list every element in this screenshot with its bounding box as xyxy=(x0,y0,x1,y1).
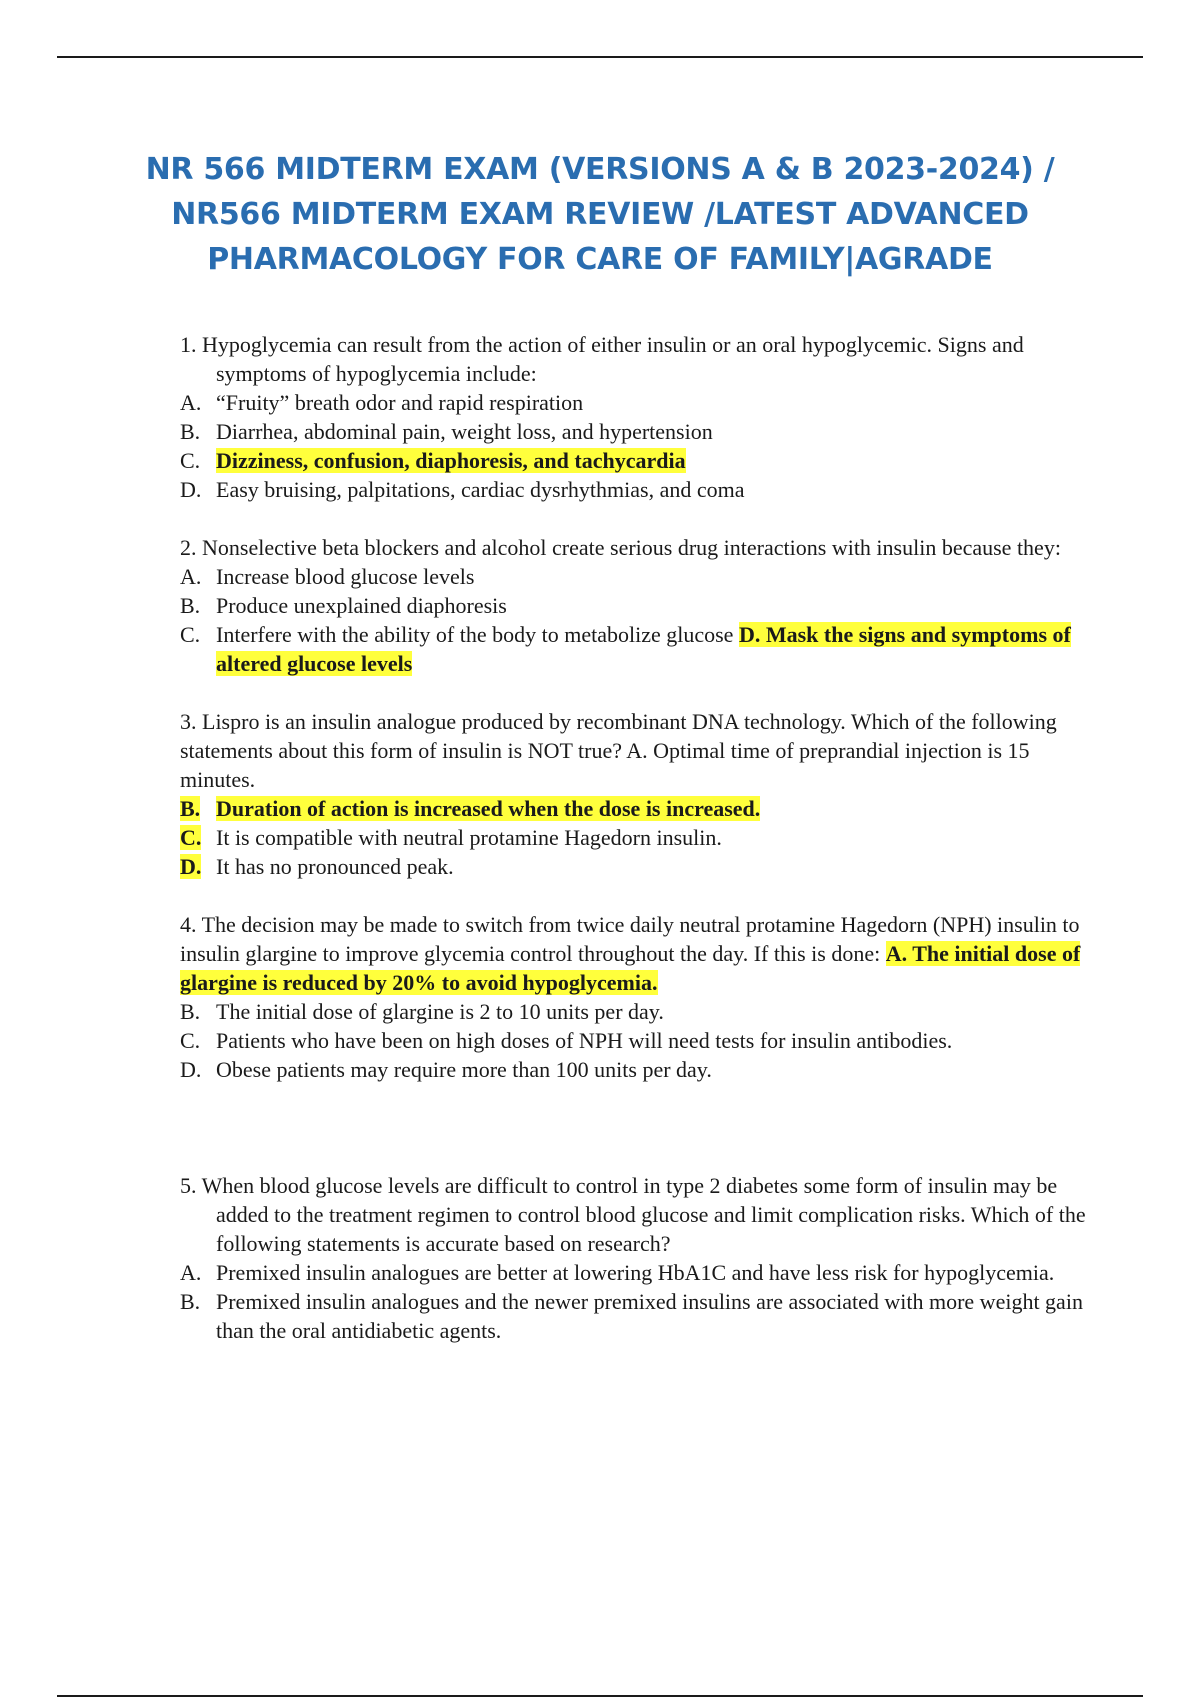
highlighted-answer: Duration of action is increased when the dose is increased. xyxy=(216,796,761,821)
question-1-option-d xyxy=(180,475,1100,504)
question-3-option-d xyxy=(180,852,1100,881)
question-5-stem: 5. When blood glucose levels are difficult to control in type 2 diabetes some form of insulin may be added to the treatment regimen to control blood glucose and limit complication risks. Which of the following statements is accurate based on research? xyxy=(180,1173,1086,1256)
question-2-option-c xyxy=(180,620,1100,678)
question-3-stem: 3. Lispro is an insulin analogue produced by recombinant DNA technology. Which of the following statements about this form of insulin is NOT true? A. Optimal time of preprandial injection is 15 minutes. xyxy=(180,709,1057,792)
question-3-option-c xyxy=(180,823,1100,852)
question-3-option-b xyxy=(180,794,1100,823)
question-4-stem xyxy=(180,910,1100,997)
option-letter: C. xyxy=(180,622,201,647)
option-text: It has no pronounced peak. xyxy=(216,854,454,879)
option-letter: B. xyxy=(180,593,201,618)
question-1-option-b xyxy=(180,417,1100,446)
option-text: Produce unexplained diaphoresis xyxy=(216,593,507,618)
option-text: The initial dose of glargine is 2 to 10 units per day. xyxy=(216,999,664,1024)
option-letter: B. xyxy=(180,1289,201,1314)
question-2 xyxy=(180,533,1100,678)
option-text: Diarrhea, abdominal pain, weight loss, and hypertension xyxy=(216,419,713,444)
question-4-option-b xyxy=(180,997,1100,1026)
option-letter: A. xyxy=(180,1260,202,1285)
question-2-option-b xyxy=(180,591,1100,620)
option-text: Patients who have been on high doses of NPH will need tests for insulin antibodies. xyxy=(216,1028,953,1053)
title-line-3: PHARMACOLOGY FOR CARE OF FAMILY|AGRADE xyxy=(207,242,993,277)
question-3 xyxy=(180,707,1100,881)
option-text: Interfere with the ability of the body to metabolize glucose xyxy=(216,622,739,647)
spacer xyxy=(180,1113,1100,1171)
document-title xyxy=(100,147,1100,282)
option-text: Increase blood glucose levels xyxy=(216,564,475,589)
option-letter: C. xyxy=(180,1028,201,1053)
option-text: Obese patients may require more than 100 units per day. xyxy=(216,1057,712,1082)
question-4-stem-text: 4. The decision may be made to switch from twice daily neutral protamine Hagedorn (NPH) insulin to insulin glargine to improve glycemia control throughout the day. If this is done: xyxy=(180,912,1080,966)
question-4-option-c xyxy=(180,1026,1100,1055)
option-letter: A. xyxy=(180,564,202,589)
option-text: Easy bruising, palpitations, cardiac dysrhythmias, and coma xyxy=(216,477,745,502)
highlighted-answer: Dizziness, confusion, diaphoresis, and tachycardia xyxy=(216,448,686,473)
question-4 xyxy=(180,910,1100,1084)
question-5 xyxy=(180,1171,1100,1345)
question-5-option-a xyxy=(180,1258,1100,1287)
option-letter: A. xyxy=(180,390,202,415)
option-text: It is compatible with neutral protamine Hagedorn insulin. xyxy=(216,825,722,850)
option-letter: B. xyxy=(180,999,201,1024)
bottom-rule xyxy=(57,1695,1143,1697)
highlighted-answer: D. Mask the signs and symptoms of altered glucose levels xyxy=(216,622,1071,676)
question-5-option-b xyxy=(180,1287,1100,1345)
question-1-option-c xyxy=(180,446,1100,475)
option-letter: D. xyxy=(180,854,202,879)
option-letter: D. xyxy=(180,1057,202,1082)
option-letter: D. xyxy=(180,477,202,502)
title-line-2: NR566 MIDTERM EXAM REVIEW /LATEST ADVANCED xyxy=(171,197,1029,232)
option-letter: B. xyxy=(180,796,201,821)
question-2-option-a xyxy=(180,562,1100,591)
question-4-option-d xyxy=(180,1055,1100,1084)
option-letter: C. xyxy=(180,448,201,473)
question-1 xyxy=(180,330,1100,504)
question-1-option-a xyxy=(180,388,1100,417)
highlighted-answer: A. The initial dose of glargine is reduced by 20% to avoid hypoglycemia. xyxy=(180,941,1081,995)
option-text: “Fruity” breath odor and rapid respiration xyxy=(216,390,584,415)
title-line-1: NR 566 MIDTERM EXAM (VERSIONS A & B 2023-2024) / xyxy=(145,152,1055,187)
top-rule xyxy=(57,56,1143,58)
question-2-stem: 2. Nonselective beta blockers and alcohol create serious drug interactions with insulin because they: xyxy=(180,535,1061,560)
option-text: Premixed insulin analogues are better at lowering HbA1C and have less risk for hypoglycemia. xyxy=(216,1260,1055,1285)
option-letter: B. xyxy=(180,419,201,444)
question-list xyxy=(180,330,1100,1374)
question-1-stem: 1. Hypoglycemia can result from the action of either insulin or an oral hypoglycemic. Signs and symptoms of hypoglycemia include: xyxy=(180,332,1024,386)
option-letter: C. xyxy=(180,825,202,850)
option-text: Premixed insulin analogues and the newer premixed insulins are associated with more weight gain than the oral antidiabetic agents. xyxy=(216,1289,1083,1343)
